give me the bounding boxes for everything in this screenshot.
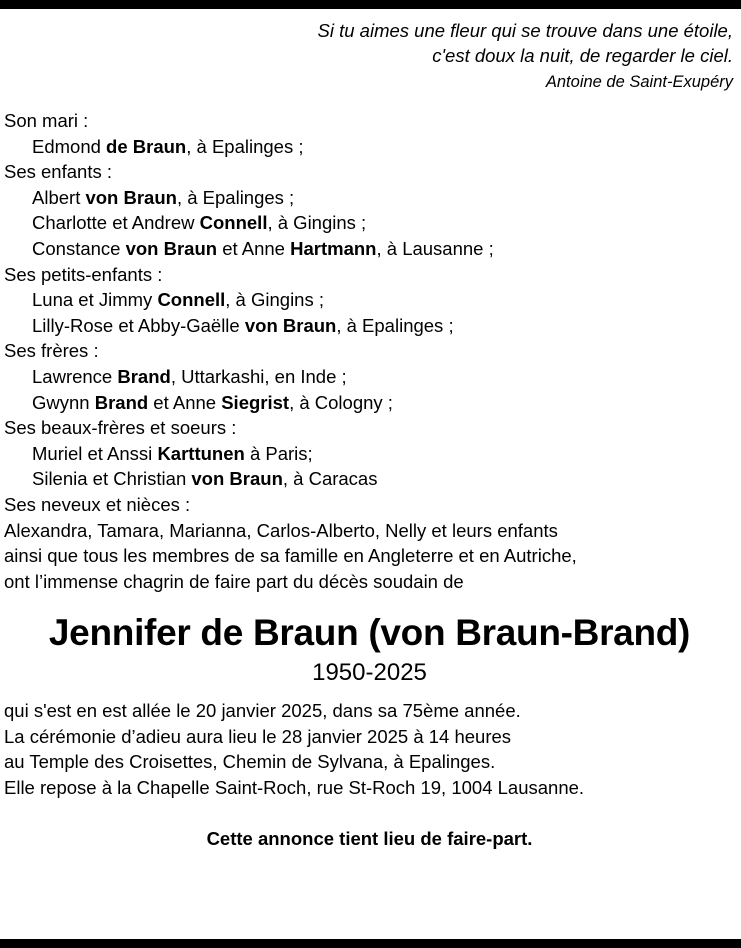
family-text: Edmond: [32, 135, 107, 157]
family-member-line: [4, 466, 735, 492]
family-surname: Brand: [117, 365, 171, 387]
family-text: Silenia et Christian: [32, 468, 192, 490]
family-member-line: [4, 364, 735, 390]
family-note-line: ainsi que tous les membres de sa famille en Angleterre et en Autriche,: [4, 545, 577, 567]
family-surname: Connell: [157, 289, 226, 311]
service-detail-line: Elle repose à la Chapelle Saint-Roch, rue St-Roch 19, 1004 Lausanne.: [4, 777, 585, 799]
family-surname: von Braun: [125, 237, 218, 259]
family-surname: von Braun: [85, 186, 177, 208]
family-surname: de Braun: [106, 135, 187, 157]
family-text: Charlotte et Andrew: [32, 212, 200, 234]
service-detail-line: qui s'est en est allée le 20 janvier 2025, dans sa 75ème année.: [4, 700, 521, 722]
family-member-line: [4, 390, 735, 416]
family-text: à Paris;: [244, 442, 313, 464]
family-text: , à Caracas: [282, 468, 378, 490]
service-detail-line: au Temple des Croisettes, Chemin de Sylvana, à Epalinges.: [4, 751, 496, 773]
family-member-line: [4, 287, 735, 313]
family-text: Muriel et Anssi: [32, 442, 158, 464]
family-text: , à Gingins ;: [225, 289, 324, 311]
family-surname: von Braun: [244, 314, 337, 336]
family-text: , à Epalinges ;: [186, 135, 304, 157]
family-member-line: [4, 210, 735, 236]
epigraph-line-1: Si tu aimes une fleur qui se trouve dans une étoile,: [317, 20, 733, 41]
family-member-line: [4, 134, 735, 160]
family-member-line: [4, 236, 735, 262]
family-group-heading: Ses beaux-frères et soeurs :: [4, 417, 237, 439]
family-text: Albert: [32, 186, 86, 208]
notice-body: [0, 9, 741, 939]
family-member-line: [4, 313, 735, 339]
epigraph-line-2: c'est doux la nuit, de regarder le ciel.: [432, 45, 733, 66]
family-group-heading: Ses enfants :: [4, 161, 112, 183]
family-text: , à Epalinges ;: [176, 186, 295, 208]
family-text: , à Cologny ;: [289, 391, 393, 413]
service-detail-line: La cérémonie d’adieu aura lieu le 28 janvier 2025 à 14 heures: [4, 725, 512, 747]
family-text: , à Epalinges ;: [336, 314, 454, 336]
family-text: Lawrence: [32, 365, 118, 387]
family-member-line: [4, 185, 735, 211]
family-text: , Uttarkashi, en Inde ;: [170, 365, 347, 387]
family-text: , à Lausanne ;: [376, 237, 494, 259]
family-text: Lilly-Rose et Abby-Gaëlle: [32, 314, 245, 336]
family-text: et Anne: [217, 237, 291, 259]
family-group-heading: Son mari :: [4, 110, 89, 131]
family-note-line: Alexandra, Tamara, Marianna, Carlos-Alberto, Nelly et leurs enfants: [4, 519, 558, 541]
family-text: Gwynn: [32, 391, 95, 413]
family-surname: Brand: [94, 391, 149, 413]
family-surname: Connell: [199, 212, 268, 234]
epigraph-attribution: Antoine de Saint-Exupéry: [545, 73, 733, 91]
family-group-heading: Ses frères :: [4, 340, 99, 362]
family-text: Constance: [32, 237, 126, 259]
family-surname: Karttunen: [157, 442, 245, 464]
family-surname: von Braun: [191, 468, 283, 490]
family-surname: Siegrist: [221, 391, 290, 413]
family-list: [4, 108, 735, 594]
bottom-rule: [0, 939, 741, 948]
family-note-line: ont l’immense chagrin de faire part du décès soudain de: [4, 570, 464, 592]
deceased-name: Jennifer de Braun (von Braun-Brand): [48, 612, 691, 654]
deceased-dates: 1950-2025: [312, 659, 427, 687]
family-text: et Anne: [148, 391, 222, 413]
family-group-heading: Ses petits-enfants :: [4, 263, 163, 285]
family-group-heading: Ses neveux et nièces :: [4, 493, 191, 515]
closing-note: Cette annonce tient lieu de faire-part.: [206, 827, 533, 849]
family-text: , à Gingins ;: [267, 212, 367, 234]
top-rule: [0, 0, 741, 9]
service-details: [4, 698, 735, 800]
family-surname: Hartmann: [290, 237, 377, 259]
family-text: Luna et Jimmy: [32, 289, 158, 311]
family-member-line: [4, 441, 735, 467]
epigraph: [4, 18, 735, 95]
